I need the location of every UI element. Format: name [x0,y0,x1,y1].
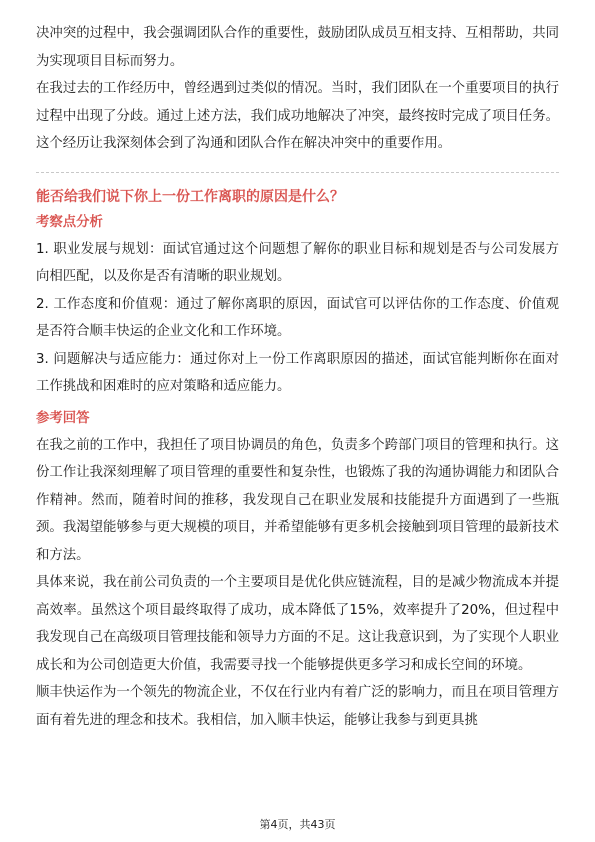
answer-paragraph-2: 具体来说，我在前公司负责的一个主要项目是优化供应链流程，目的是减少物流成本并提高效率。虽然这个项目最终取得了成功，成本降低了15%，效率提升了20%，但过程中我发现自己在高级项目管理技能和领导力方面的不足。这让我意识到，为了实现个人职业成长和为公司创造更大价值，我需要寻找一个能够提供更多学习和成长空间的环境。 [36,575,559,673]
answer-title: 参考回答 [36,410,90,426]
document-page [36,20,559,734]
analysis-point-3: 3. 问题解决与适应能力：通过你对上一份工作离职原因的描述，面试官能判断你在面对工作挑战和困难时的应对策略和适应能力。 [36,351,559,394]
answer-paragraph-3: 顺丰快运作为一个领先的物流企业，不仅在行业内有着广泛的影响力，而且在项目管理方面有着先进的理念和技术。我相信，加入顺丰快运，能够让我参与到更具挑 [36,685,559,728]
analysis-point-1: 1. 职业发展与规划：面试官通过这个问题想了解你的职业目标和规划是否与公司发展方向相匹配，以及你是否有清晰的职业规划。 [36,241,559,284]
answer-paragraph-1: 在我之前的工作中，我担任了项目协调员的角色，负责多个跨部门项目的管理和执行。这份工作让我深刻理解了项目管理的重要性和复杂性，也锻炼了我的沟通协调能力和团队合作精神。然而，随着时间的推移，我发现自己在职业发展和技能提升方面遇到了一些瓶颈。我渴望能够参与更大规模的项目，并希望能够有更多机会接触到项目管理的最新技术和方法。 [36,437,559,563]
section-divider [36,172,559,173]
interview-question: 能否给我们说下你上一份工作离职的原因是什么？ [36,188,344,205]
intro-paragraph-1: 决冲突的过程中，我会强调团队合作的重要性，鼓励团队成员互相支持、互相帮助，共同为实现项目目标而努力。 [36,26,559,69]
page-number: 第4页，共43页 [259,818,336,831]
analysis-point-2: 2. 工作态度和价值观：通过了解你离职的原因，面试官可以评估你的工作态度、价值观是否符合顺丰快运的企业文化和工作环境。 [36,296,559,339]
analysis-title: 考察点分析 [36,214,103,230]
intro-paragraph-2: 在我过去的工作经历中，曾经遇到过类似的情况。当时，我们团队在一个重要项目的执行过程中出现了分歧。通过上述方法，我们成功地解决了冲突，最终按时完成了项目任务。这个经历让我深刻体会到了沟通和团队合作在解决冲突中的重要作用。 [36,81,559,151]
